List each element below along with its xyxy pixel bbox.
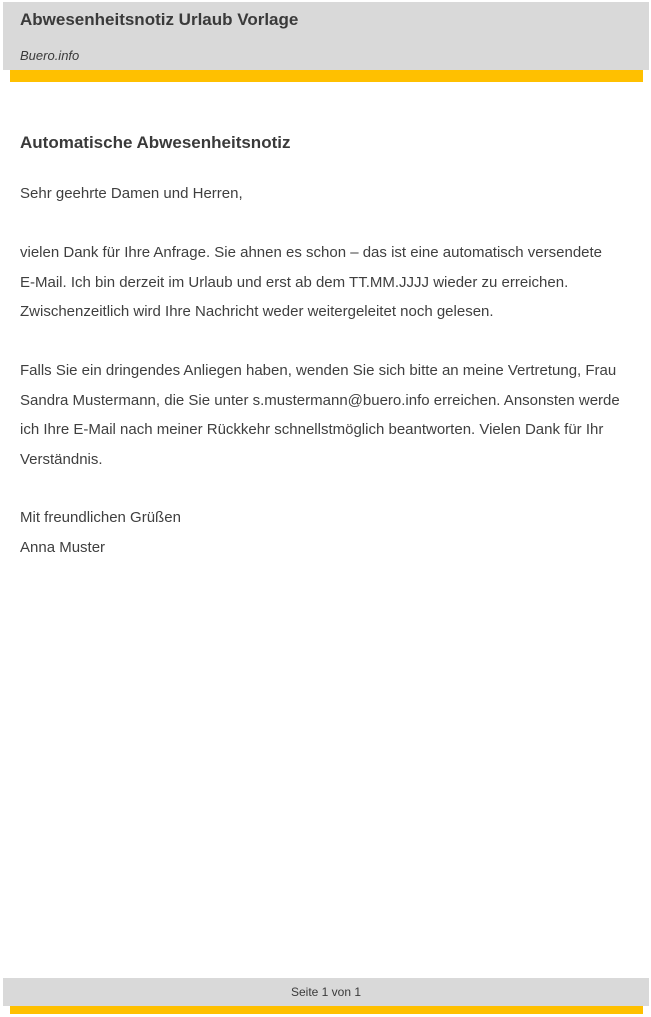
header-accent-bar xyxy=(10,70,643,82)
paragraph-intro: vielen Dank für Ihre Anfrage. Sie ahnen es schon – das ist eine automatisch versendete E-Mail. Ich bin derzeit im Urlaub und erst ab dem TT.MM.JJJJ wieder zu erreichen. Zwischenzeitlich wird Ihre Nachricht weder weitergeleitet noch gelesen. xyxy=(20,244,603,320)
closing: Mit freundlichen Grüßen xyxy=(20,509,181,526)
page-header xyxy=(3,2,649,70)
paragraph-substitute: Falls Sie ein dringendes Anliegen haben, wenden Sie sich bitte an meine Vertretung, Frau Sandra Mustermann, die Sie unter s.mustermann@buero.info erreichen. Ansonsten werde ich Ihre E-Mail nach meiner Rückkehr schnellstmöglich beantworten. Vielen Dank für Ihr Verständnis. xyxy=(20,362,620,468)
salutation: Sehr geehrte Damen und Herren, xyxy=(20,185,243,202)
signature-name: Anna Muster xyxy=(20,539,106,556)
document-title: Abwesenheitsnotiz Urlaub Vorlage xyxy=(20,10,299,29)
page-footer xyxy=(3,978,649,1006)
page-number: Seite 1 von 1 xyxy=(290,985,362,999)
document-source: Buero.info xyxy=(20,48,80,63)
section-heading: Automatische Abwesenheitsnotiz xyxy=(20,133,291,152)
footer-accent-bar xyxy=(10,1006,643,1014)
